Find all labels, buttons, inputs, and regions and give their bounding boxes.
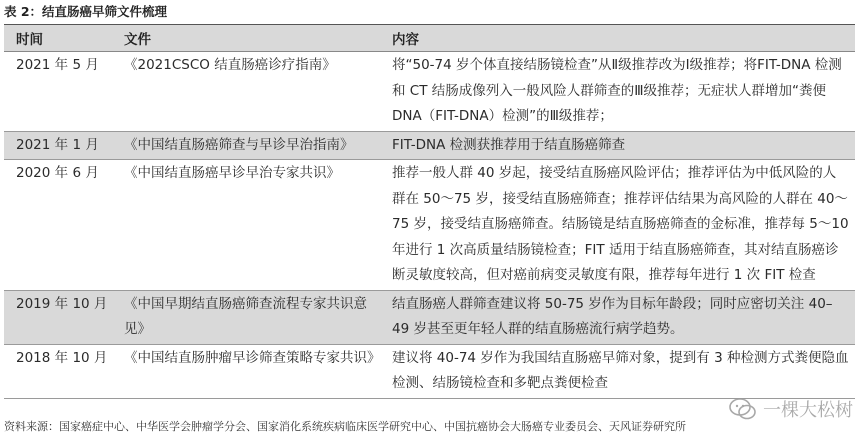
row-time: 2018 年 10 月 <box>16 349 108 366</box>
row-time: 2021 年 5 月 <box>16 57 99 73</box>
row-document: 《2021CSCO 结直肠癌诊疗指南》 <box>124 57 336 73</box>
wechat-icon <box>729 398 757 420</box>
header-document: 文件 <box>124 32 151 48</box>
header-content: 内容 <box>392 32 419 48</box>
table-row <box>4 345 855 399</box>
row-content: FIT-DNA 检测获推荐用于结直肠癌筛查 <box>392 136 626 153</box>
row-content: 将“50-74 岁个体直接结肠镜检查”从Ⅱ级推荐改为Ⅰ级推荐；将FIT-DNA 检测和 CT 结肠成像列入一般风险人群筛查的Ⅲ级推荐；无症状人群增加“粪便 DNA（FIT-DNA）检测”的Ⅲ级推荐； <box>392 57 842 124</box>
row-document: 《中国结直肠癌早诊早治专家共识》 <box>124 165 340 181</box>
table-row <box>4 52 855 132</box>
table-row <box>4 160 855 291</box>
document-table <box>4 24 855 399</box>
row-document: 《中国结直肠癌筛查与早诊早治指南》 <box>124 136 354 153</box>
row-time: 2020 年 6 月 <box>16 165 99 181</box>
row-time: 2021 年 1 月 <box>16 136 99 153</box>
row-content: 推荐一般人群 40 岁起，接受结直肠癌风险评估；推荐评估为中低风险的人群在 50～75 岁，接受结直肠癌筛查；推荐评估结果为高风险的人群在 40～75 岁，接受结直肠癌筛查。结肠镜是结直肠癌筛查的金标准，推荐每 5～10 年进行 1 次高质量结肠镜检查；FIT 适用于结直肠癌筛查，其对结直肠癌诊断灵敏度较高，但对癌前病变灵敏度有限，推荐每年进行 1 次 FIT 检查 <box>392 165 849 283</box>
table-row <box>4 291 855 345</box>
row-time: 2019 年 10 月 <box>16 295 108 312</box>
source-note: 资料来源：国家癌症中心、中华医学会肿瘤学分会、国家消化系统疾病临床医学研究中心、中国抗癌协会大肠癌专业委员会、天风证券研究所 <box>4 420 686 433</box>
row-document: 《中国早期结直肠癌筛查流程专家共识意见》 <box>124 295 367 337</box>
table-title: 表 2：结直肠癌早筛文件梳理 <box>4 4 168 19</box>
watermark <box>729 396 853 422</box>
header-time: 时间 <box>16 32 43 48</box>
watermark-text: 一棵大松树 <box>763 400 853 421</box>
row-content: 结直肠癌人群筛查建议将 50-75 岁作为目标年龄段；同时应密切关注 40–49 岁甚至更年轻人群的结直肠癌流行病学趋势。 <box>392 295 833 337</box>
table-header <box>4 25 855 52</box>
row-document: 《中国结直肠肿瘤早诊筛查策略专家共识》 <box>124 349 381 366</box>
table-row <box>4 132 855 161</box>
row-content: 建议将 40-74 岁作为我国结直肠癌早筛对象，提到有 3 种检测方式粪便隐血检测、结肠镜检查和多靶点粪便检查 <box>392 349 849 391</box>
